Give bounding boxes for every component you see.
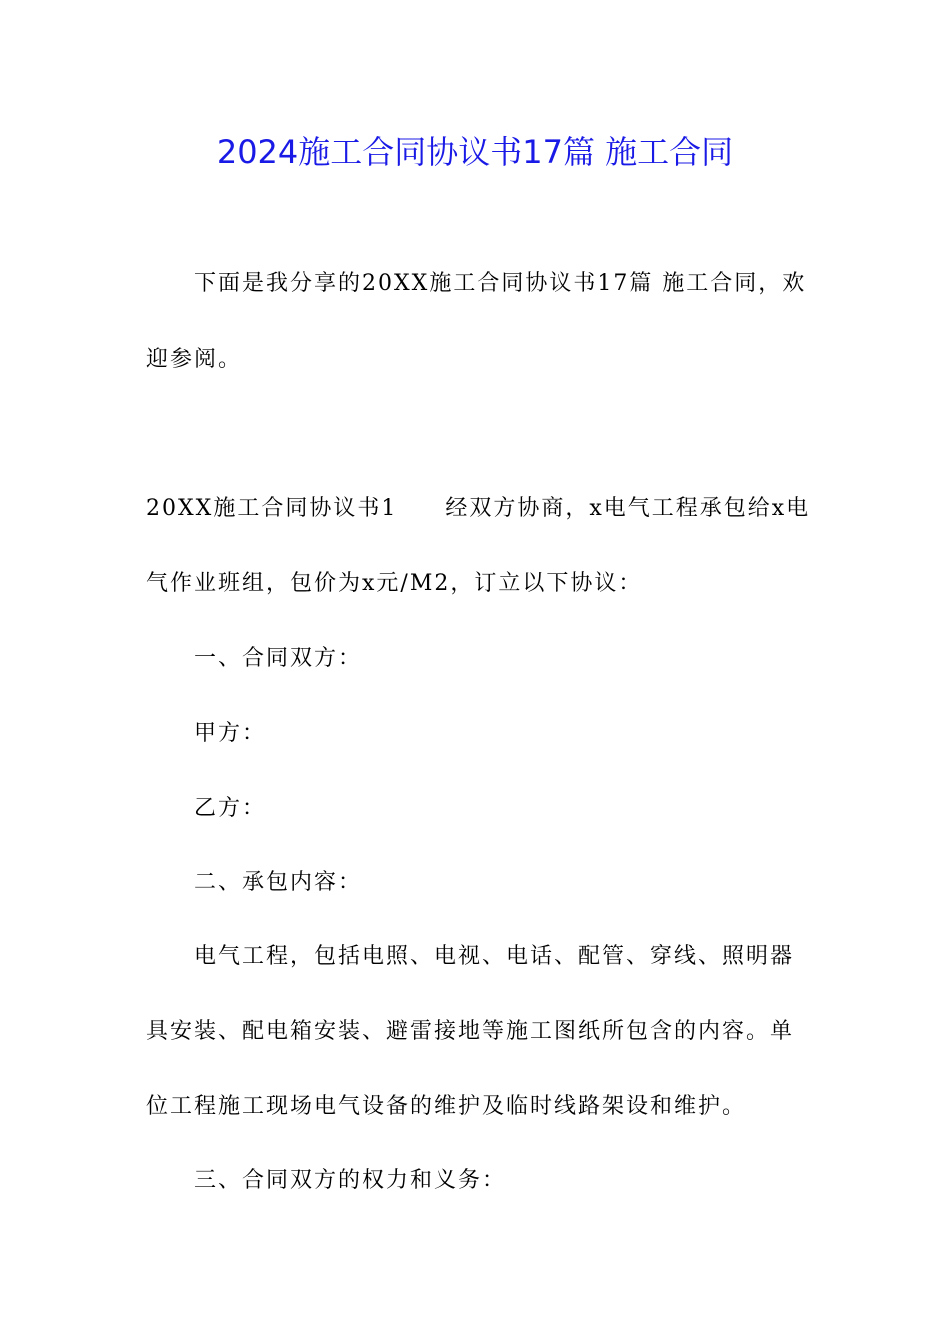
clause-heading-rights: 三、合同双方的权力和义务： [194,1168,507,1193]
party-a-label: 甲方： [194,721,267,746]
document-title: 2024施工合同协议书17篇 施工合同 [216,133,734,171]
clause-heading-parties: 一、合同双方： [194,646,363,671]
intro-line-2: 迎参阅。 [146,347,243,372]
clause-heading-scope: 二、承包内容： [194,870,363,895]
intro-line-1: 下面是我分享的20XX施工合同协议书17篇 施工合同，欢 [194,271,807,296]
scope-paragraph-line-3: 位工程施工现场电气设备的维护及临时线路架设和维护。 [146,1094,747,1119]
section-heading-line-1: 20XX施工合同协议书1 经双方协商，x电气工程承包给x电 [146,496,811,521]
scope-paragraph-line-2: 具安装、配电箱安装、避雷接地等施工图纸所包含的内容。单 [146,1019,795,1044]
scope-paragraph-line-1: 电气工程，包括电照、电视、电话、配管、穿线、照明器 [194,944,795,969]
section-heading-line-2: 气作业班组，包价为x元/M2，订立以下协议： [146,571,643,596]
party-b-label: 乙方： [194,796,267,821]
